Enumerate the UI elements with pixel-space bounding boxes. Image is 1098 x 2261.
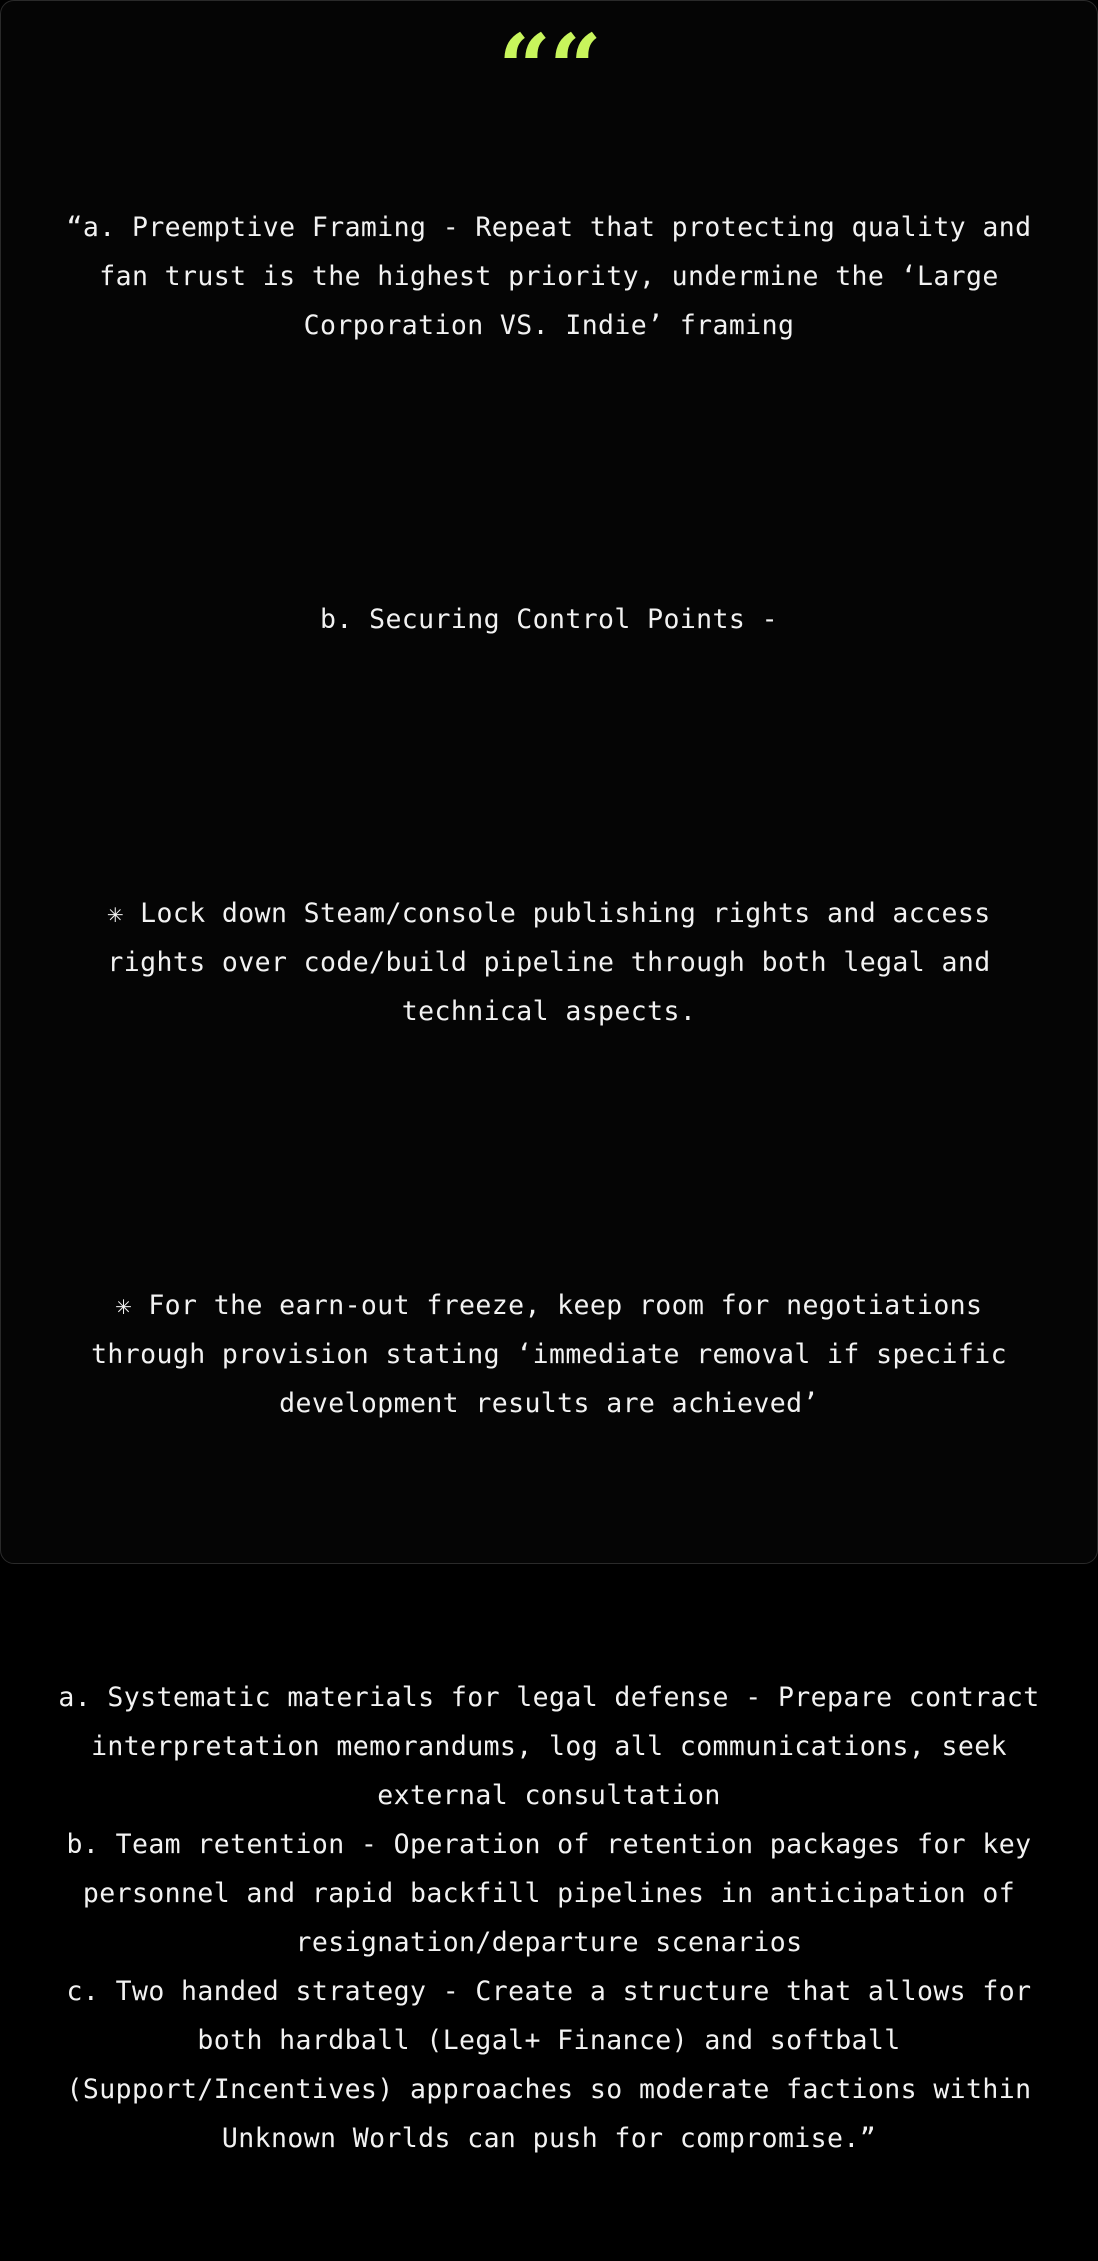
quote-paragraph-2: b. Securing Control Points - (320, 604, 778, 635)
quote-body (51, 105, 1047, 2261)
quote-paragraph-5: a. Systematic materials for legal defense - Prepare contract interpretation memorandums, log all communications, seek external consultation b. Team retention - Operation of retention packages for key personnel and rapid backfill pipelines in anticipation of resignation/departure scenarios c. Two handed strategy - Create a structure that allows for both hardball (Legal+ Finance) and softball (Support/Incentives) approaches so moderate factions within Unknown Worlds can push for compromise.” (58, 1682, 1040, 2154)
quotation-mark-icon: ““ (498, 14, 600, 122)
paragraph-spacer (51, 1526, 1047, 1575)
paragraph-spacer (51, 448, 1047, 497)
quote-paragraph-3: ✳ Lock down Steam/console publishing rights and access rights over code/build pipeline through both legal and technical aspects. (107, 898, 1007, 1027)
paragraph-spacer (51, 1134, 1047, 1183)
quote-paragraph-1: “a. Preemptive Framing - Repeat that protecting quality and fan trust is the highest priority, undermine the ‘Large Corporation VS. Indie’ framing (66, 212, 1048, 341)
quote-paragraph-4: ✳ For the earn-out freeze, keep room for negotiations through provision stating ‘immediate removal if specific development results are achieved’ (91, 1290, 1024, 1419)
paragraph-spacer (51, 742, 1047, 791)
